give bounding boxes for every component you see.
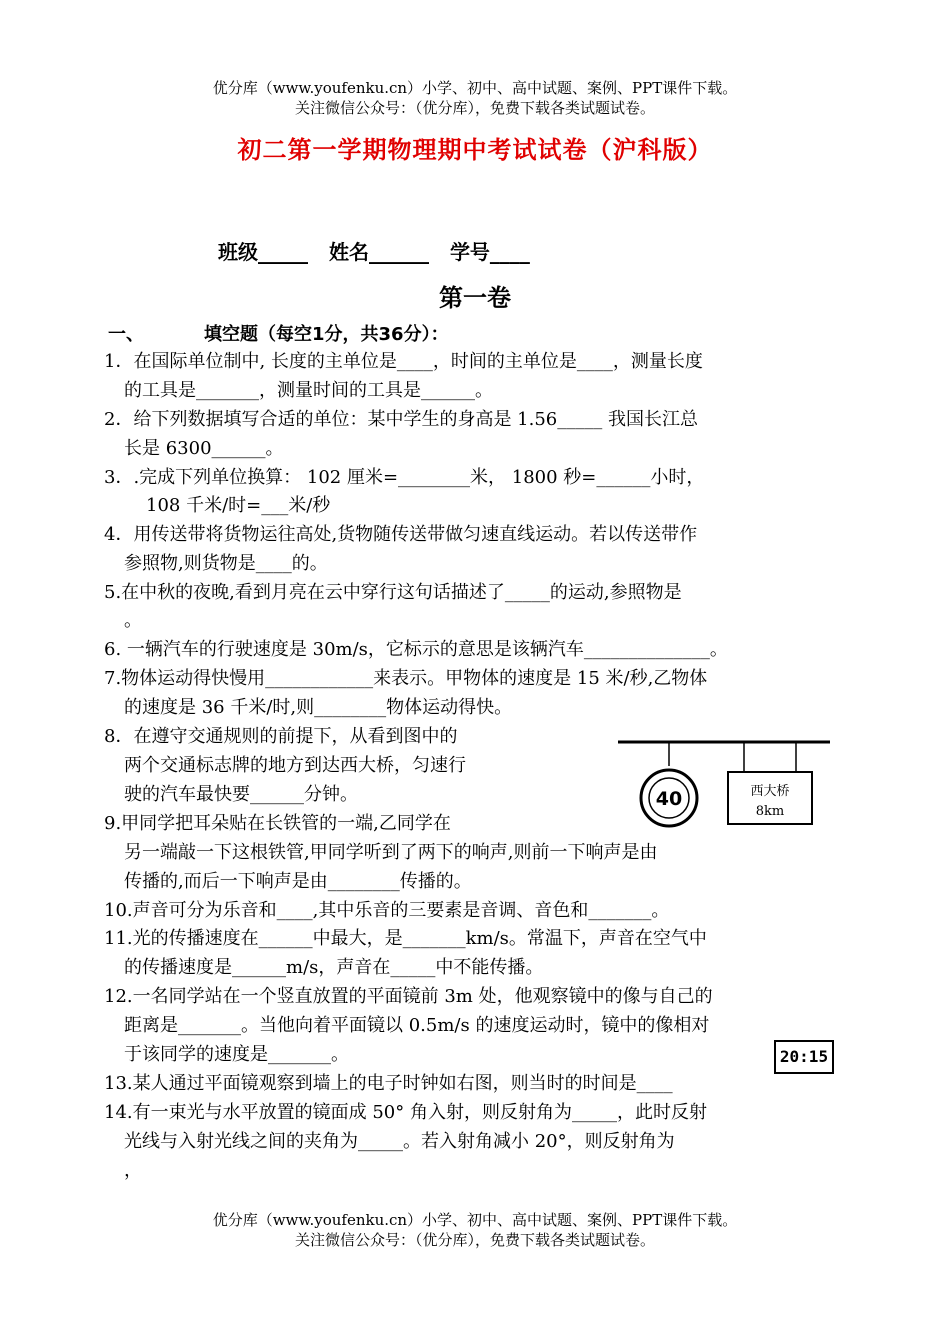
- footer-line-1: 优分库（www.youfenku.cn）小学、初中、高中试题、案例、PPT课件下载。: [212, 1211, 738, 1229]
- speed-limit-value: 40: [655, 788, 683, 810]
- question-line: 1．在国际单位制中, 长度的主单位是____，时间的主单位是____，测量长度: [104, 351, 703, 372]
- name-field: 姓名______: [328, 240, 429, 264]
- header-line-1: 优分库（www.youfenku.cn）小学、初中、高中试题、案例、PPT课件下载。: [212, 79, 738, 97]
- question-line: 14.有一束光与水平放置的镜面成 50° 角入射，则反射角为_____，此时反射: [104, 1102, 707, 1123]
- question-line: 的工具是_______，测量时间的工具是______。: [124, 380, 493, 401]
- question-line: 光线与入射光线之间的夹角为_____。若入射角减小 20°，则反射角为: [124, 1131, 675, 1152]
- question-line: 10.声音可分为乐音和____,其中乐音的三要素是音调、音色和_______。: [104, 900, 670, 921]
- question-line: ，: [124, 1160, 142, 1181]
- question-line: 4．用传送带将货物运往高处,货物随传送带做匀速直线运动。若以传送带作: [104, 524, 698, 545]
- question-line: 于该同学的速度是_______。: [124, 1044, 349, 1065]
- question-line: 7.物体运动得快慢用____________来表示。甲物体的速度是 15 米/秒,乙物体: [104, 668, 708, 689]
- question-line: 驶的汽车最快要______分钟。: [124, 784, 358, 805]
- class-field: 班级_____: [218, 240, 308, 264]
- question-line: 参照物,则货物是____的。: [124, 553, 328, 574]
- digital-clock-figure: 20:15: [774, 1040, 834, 1074]
- question-line: 12.一名同学站在一个竖直放置的平面镜前 3m 处，他观察镜中的像与自己的: [104, 986, 713, 1007]
- question-line: 。: [124, 610, 142, 631]
- question-line: 3．.完成下列单位换算： 102 厘米=________米， 1800 秒=______小时，: [104, 467, 705, 488]
- question-line: 2．给下列数据填写合适的单位：某中学生的身高是 1.56_____ 我国长江总: [104, 409, 698, 430]
- student-id-field: 学号____: [449, 240, 530, 264]
- footer-line-2: 关注微信公众号：（优分库），免费下载各类试题试卷。: [294, 1231, 655, 1249]
- question-line: 的速度是 36 千米/时,则________物体运动得快。: [124, 697, 513, 718]
- question-line: 传播的,而后一下响声是由________传播的。: [124, 871, 472, 892]
- traffic-signs-figure: [616, 730, 832, 830]
- question-line: 另一端敲一下这根铁管,甲同学听到了两下的响声,则前一下响声是由: [124, 842, 658, 863]
- section-number: 一、: [108, 324, 144, 345]
- question-line: 的传播速度是______m/s，声音在_____中不能传播。: [124, 957, 544, 978]
- question-line: 两个交通标志牌的地方到达西大桥，匀速行: [124, 755, 466, 776]
- header-line-2: 关注微信公众号：（优分库），免费下载各类试题试卷。: [294, 99, 655, 117]
- question-line: 11.光的传播速度在______中最大，是_______km/s。常温下，声音在空气中: [104, 928, 707, 949]
- question-line: 长是 6300______。: [124, 438, 284, 459]
- section-label: 填空题（每空1分，共36分）：: [204, 324, 449, 345]
- exam-title: 初二第一学期物理期中考试试卷（沪科版）: [237, 135, 713, 164]
- volume-heading: 第一卷: [439, 284, 511, 312]
- section-heading: [108, 320, 449, 346]
- question-line: 108 千米/时=___米/秒: [146, 495, 331, 516]
- question-line: 5.在中秋的夜晚,看到月亮在云中穿行这句话描述了_____的运动,参照物是: [104, 582, 682, 603]
- student-info-row: [218, 236, 544, 265]
- bridge-sign-name: 西大桥: [750, 784, 790, 799]
- question-line: 9.甲同学把耳朵贴在长铁管的一端,乙同学在: [104, 813, 451, 834]
- question-line: 13.某人通过平面镜观察到墙上的电子时钟如右图，则当时的时间是____: [104, 1073, 673, 1094]
- question-line: 距离是_______。当他向着平面镜以 0.5m/s 的速度运动时，镜中的像相对: [124, 1015, 710, 1036]
- question-line: 8．在遵守交通规则的前提下，从看到图中的: [104, 726, 458, 747]
- bridge-sign-distance: 8km: [755, 804, 785, 819]
- question-line: 6. 一辆汽车的行驶速度是 30m/s，它标示的意思是该辆汽车______________。: [104, 639, 728, 660]
